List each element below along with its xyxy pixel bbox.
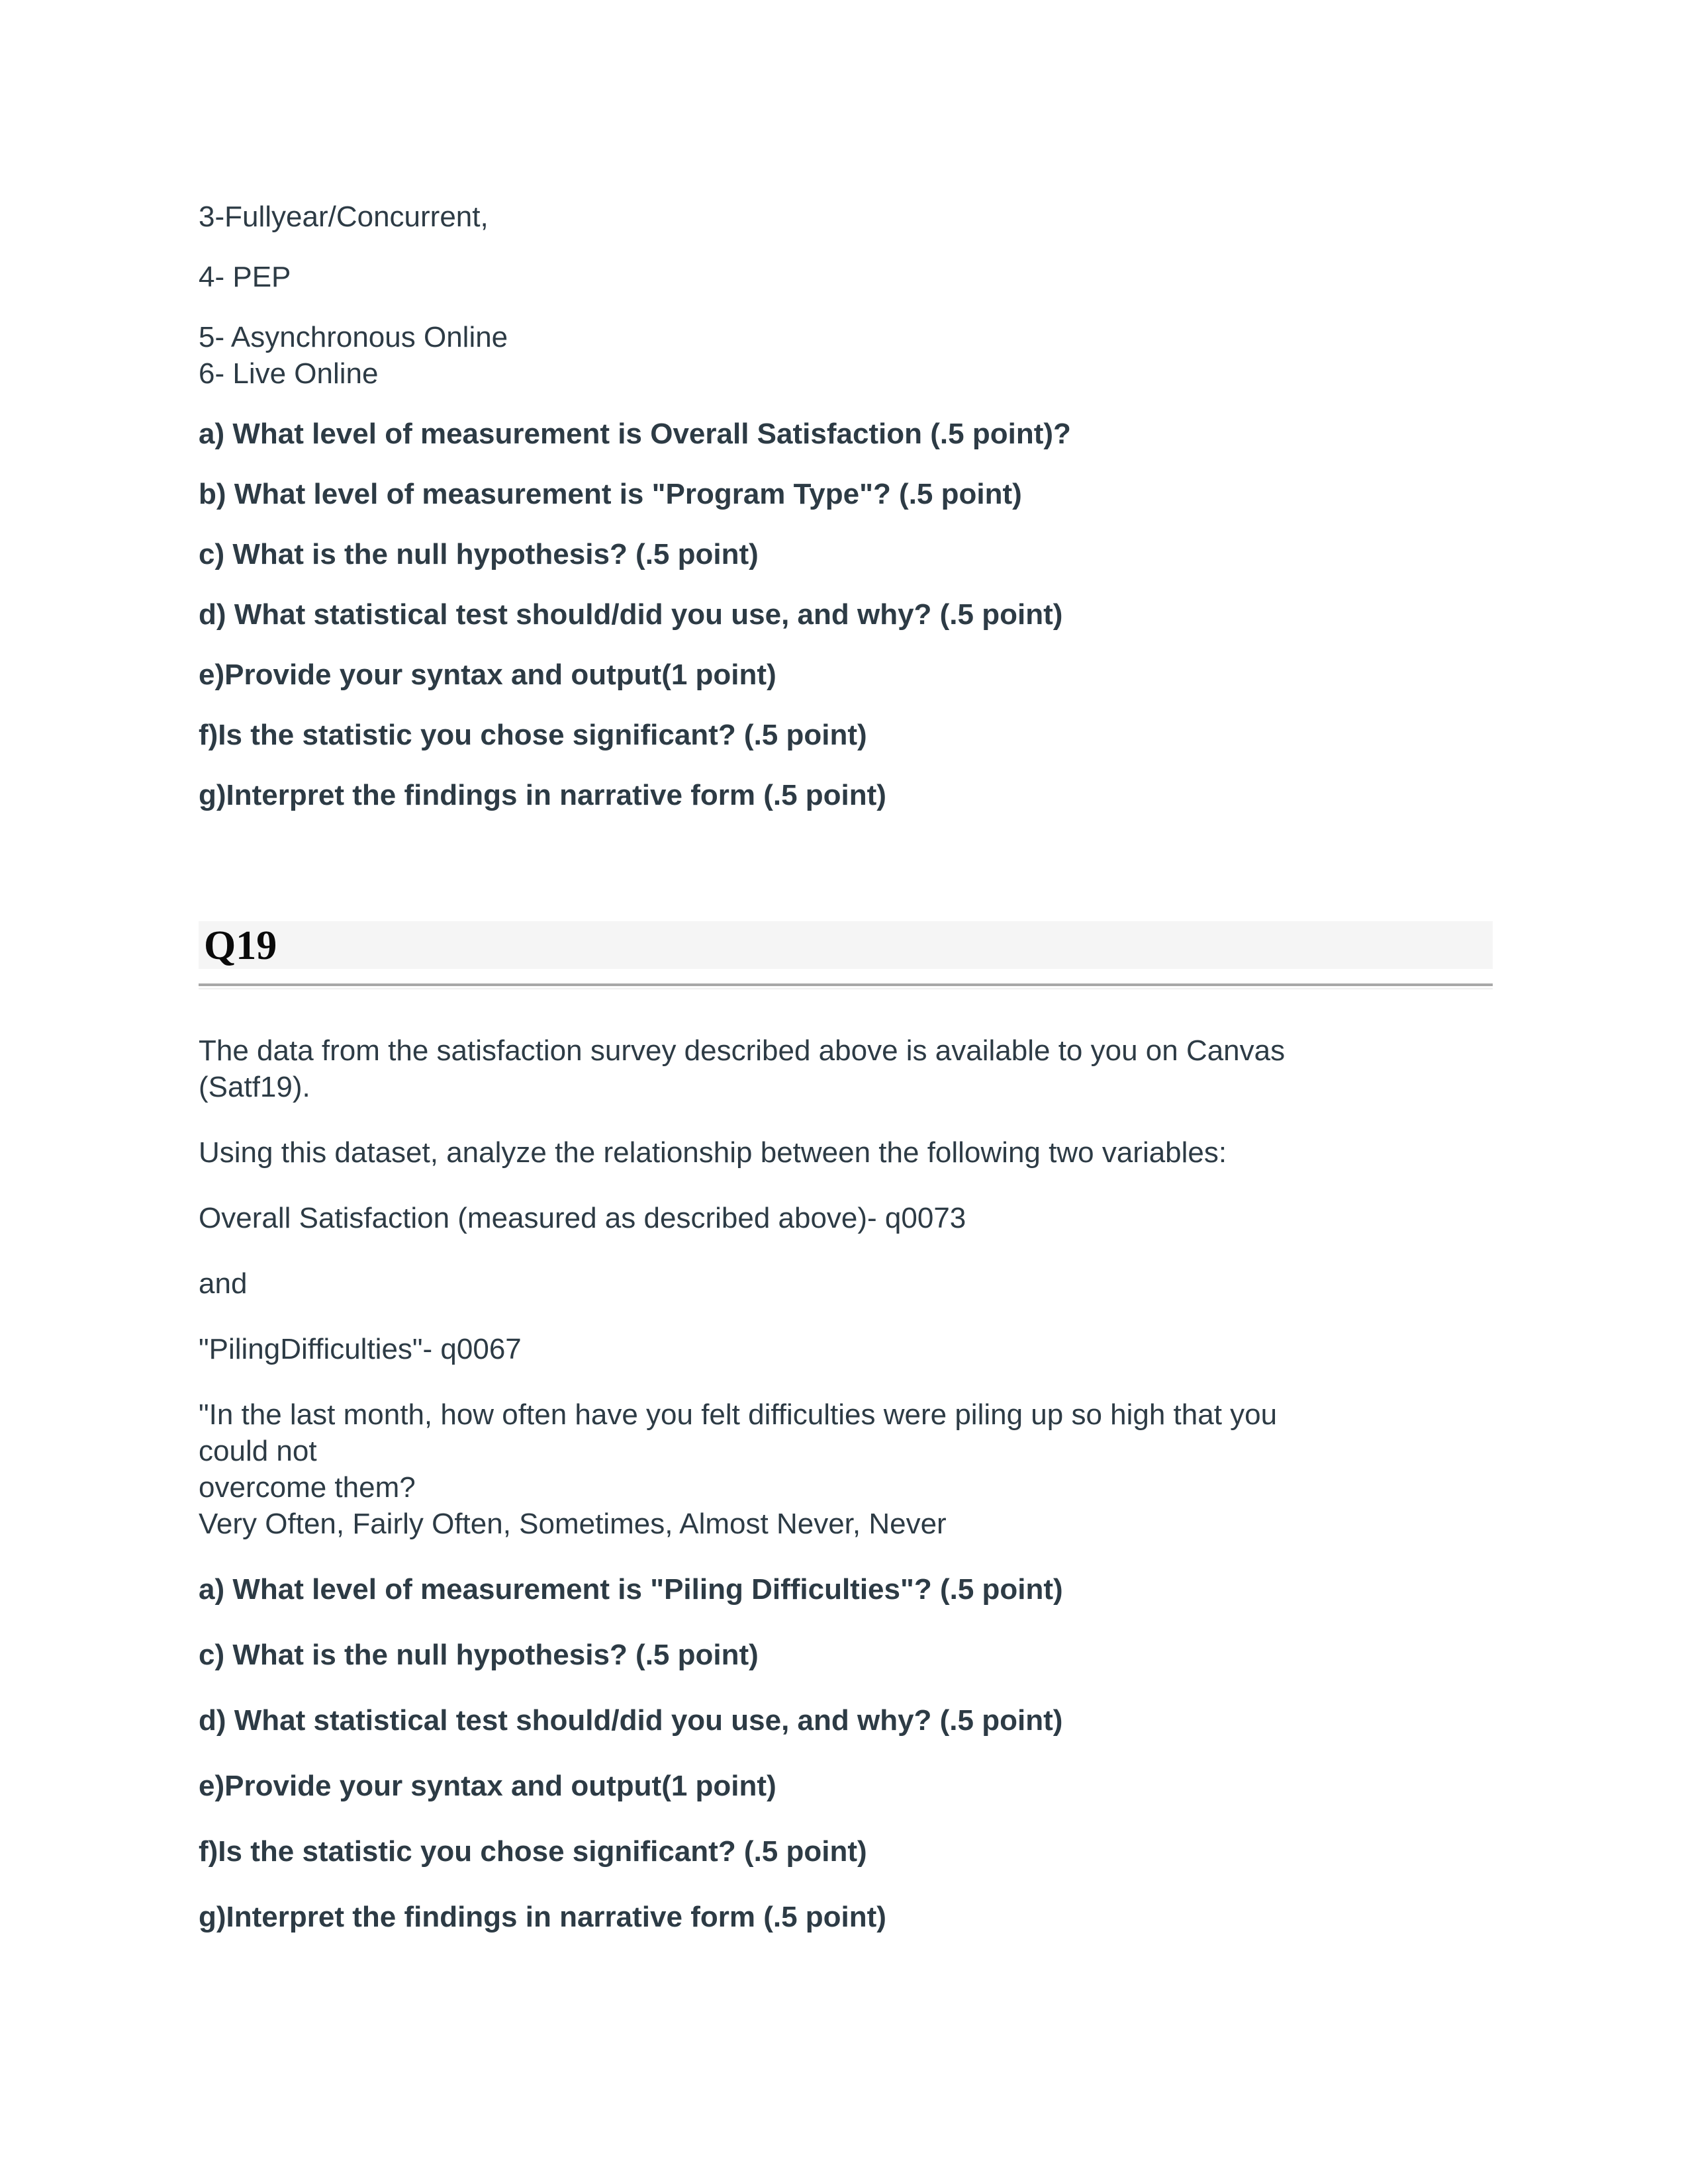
q19-survey-item-line4: Very Often, Fairly Often, Sometimes, Almost Never, Never: [199, 1508, 947, 1540]
q19-intro-line2: (Satf19).: [199, 1071, 310, 1103]
q19-survey-item: [199, 1396, 1493, 1542]
q19-intro-line1: The data from the satisfaction survey described above is available to you on Canvas: [199, 1034, 1286, 1067]
question-header-q19: [199, 921, 1493, 969]
q18-subquestion-d: d) What statistical test should/did you use, and why? (.5 point): [199, 598, 1063, 631]
question-header-label: Q19: [204, 923, 277, 968]
q19-survey-item-line1: "In the last month, how often have you felt difficulties were piling up so high that you: [199, 1398, 1278, 1431]
q19-variable-2: "PilingDifficulties"- q0067: [199, 1333, 522, 1365]
program-type-option-5: 5- Asynchronous Online: [199, 321, 508, 353]
q19-intro-paragraph: [199, 1032, 1493, 1105]
q19-survey-item-line2: could not: [199, 1435, 317, 1467]
q19-subquestion-g: g)Interpret the findings in narrative form (.5 point): [199, 1901, 886, 1933]
q18-subquestion-c: c) What is the null hypothesis? (.5 point): [199, 538, 759, 570]
q18-subquestion-g: g)Interpret the findings in narrative form (.5 point): [199, 779, 886, 811]
q19-variable-1: Overall Satisfaction (measured as described above)- q0073: [199, 1202, 966, 1234]
q19-survey-item-line3: overcome them?: [199, 1471, 416, 1504]
q19-subquestion-e: e)Provide your syntax and output(1 point): [199, 1770, 776, 1802]
q18-subquestion-a: a) What level of measurement is Overall Satisfaction (.5 point)?: [199, 418, 1071, 450]
question-divider: [199, 983, 1493, 989]
program-type-option-3: 3-Fullyear/Concurrent,: [199, 201, 489, 233]
q19-instruction: Using this dataset, analyze the relationship between the following two variables:: [199, 1136, 1227, 1169]
q19-subquestion-d: d) What statistical test should/did you use, and why? (.5 point): [199, 1704, 1063, 1737]
program-type-options-5-6: [199, 319, 1493, 392]
q18-subquestion-e: e)Provide your syntax and output(1 point): [199, 659, 776, 691]
divider-line-light: [199, 988, 1493, 989]
program-type-option-6: 6- Live Online: [199, 357, 379, 390]
q19-subquestion-f: f)Is the statistic you chose significant? (.5 point): [199, 1835, 867, 1868]
q19-body: [199, 1032, 1493, 1935]
divider-line-dark: [199, 983, 1493, 986]
program-type-option-4: 4- PEP: [199, 261, 291, 293]
q19-connector: and: [199, 1267, 248, 1300]
q18-subquestion-f: f)Is the statistic you chose significant? (.5 point): [199, 719, 867, 751]
q19-subquestion-a: a) What level of measurement is "Piling Difficulties"? (.5 point): [199, 1573, 1063, 1606]
q18-subquestion-b: b) What level of measurement is "Program Type"? (.5 point): [199, 478, 1022, 510]
q19-subquestion-c: c) What is the null hypothesis? (.5 point): [199, 1639, 759, 1671]
